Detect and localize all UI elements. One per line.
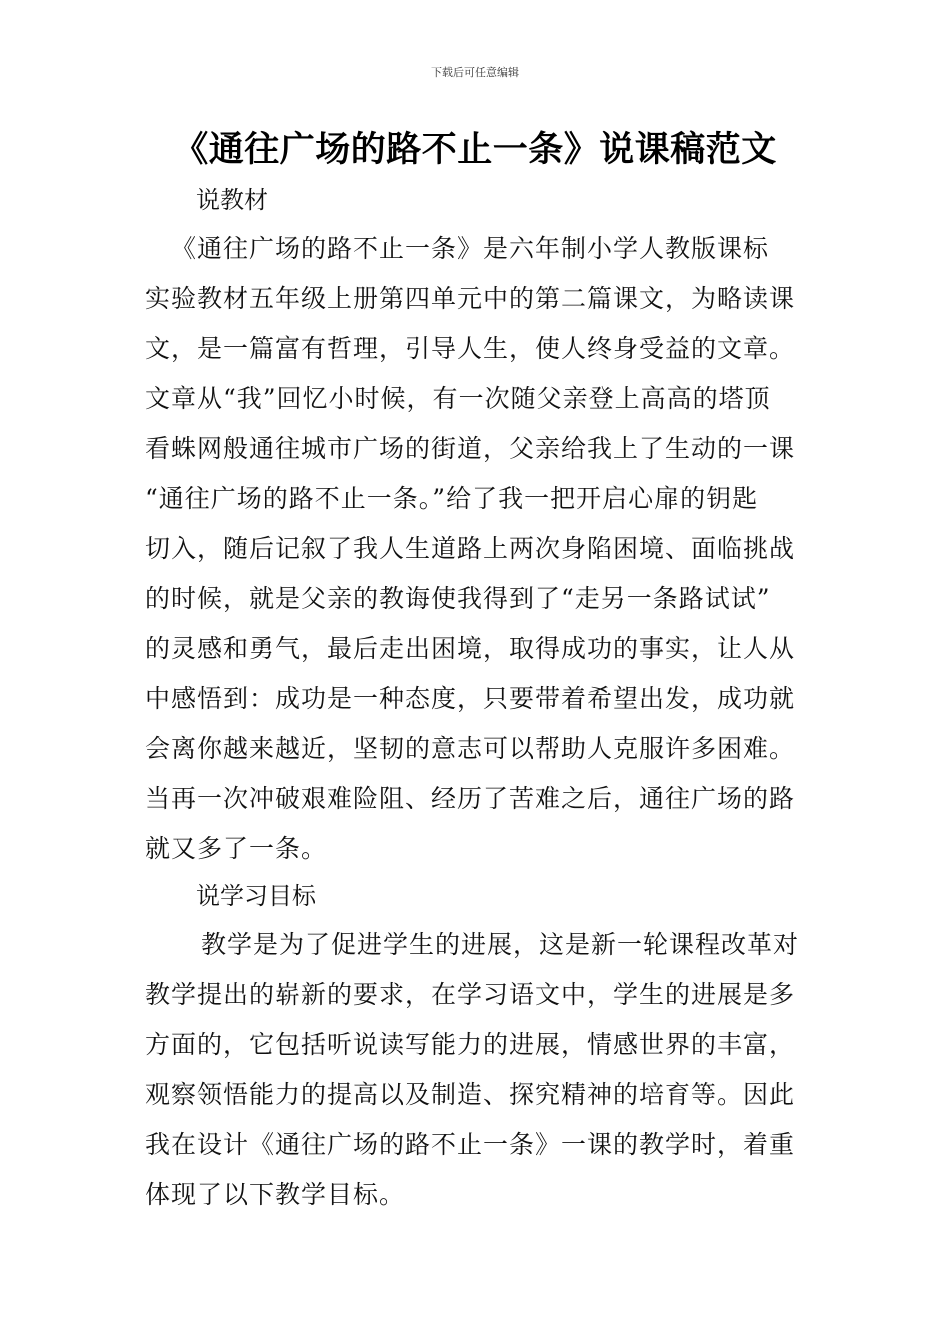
paragraph-line: 我在设计《通往广场的路不止一条》一课的教学时，着重 [145, 1130, 796, 1159]
paragraph-line: 的时候，就是父亲的教诲使我得到了“走另一条路试试” [145, 584, 771, 613]
paragraph-line: 会离你越来越近，坚韧的意志可以帮助人克服许多困难。 [145, 734, 796, 763]
paragraph-textbook [145, 224, 815, 874]
paragraph-line: 教学提出的崭新的要求，在学习语文中，学生的进展是多 [145, 980, 796, 1009]
paragraph-line: 当再一次冲破艰难险阻、经历了苦难之后，通往广场的路 [145, 784, 796, 813]
section-heading-textbook: 说教材 [196, 186, 268, 214]
paragraph-line: 看蛛网般通往城市广场的街道，父亲给我上了生动的一课 [145, 434, 796, 463]
paragraph-line: 方面的，它包括听说读写能力的进展，情感世界的丰富， [145, 1030, 796, 1059]
paragraph-line: 中感悟到：成功是一种态度，只要带着希望出发，成功就 [145, 684, 796, 713]
paragraph-line: 教学是为了促进学生的进展，这是新一轮课程改革对 [201, 930, 800, 959]
paragraph-line: 就又多了一条。 [145, 834, 328, 863]
paragraph-line: 观察领悟能力的提高以及制造、探究精神的培育等。因此 [145, 1080, 796, 1109]
paragraph-line: 文章从“我”回忆小时候，有一次随父亲登上高高的塔顶 [145, 384, 771, 413]
paragraph-line: 的灵感和勇气，最后走出困境，取得成功的事实，让人从 [145, 634, 796, 663]
paragraph-line: 《通往广场的路不止一条》是六年制小学人教版课标 [171, 234, 770, 263]
page-title: 《通往广场的路不止一条》说课稿范文 [173, 130, 777, 170]
paragraph-line: “通往广场的路不止一条。”给了我一把开启心扉的钥匙 [145, 484, 759, 513]
paragraph-line: 切入，随后记叙了我人生道路上两次身陷困境、面临挑战 [145, 534, 796, 563]
paragraph-learning-goals [145, 920, 815, 1220]
paragraph-line: 实验教材五年级上册第四单元中的第二篇课文，为略读课 [145, 284, 796, 313]
section-heading-learning-goals: 说学习目标 [196, 882, 316, 910]
paragraph-line: 体现了以下教学目标。 [145, 1180, 406, 1209]
paragraph-line: 文，是一篇富有哲理，引导人生，使人终身受益的文章。 [145, 334, 796, 363]
header-note: 下载后可任意编辑 [431, 66, 519, 79]
